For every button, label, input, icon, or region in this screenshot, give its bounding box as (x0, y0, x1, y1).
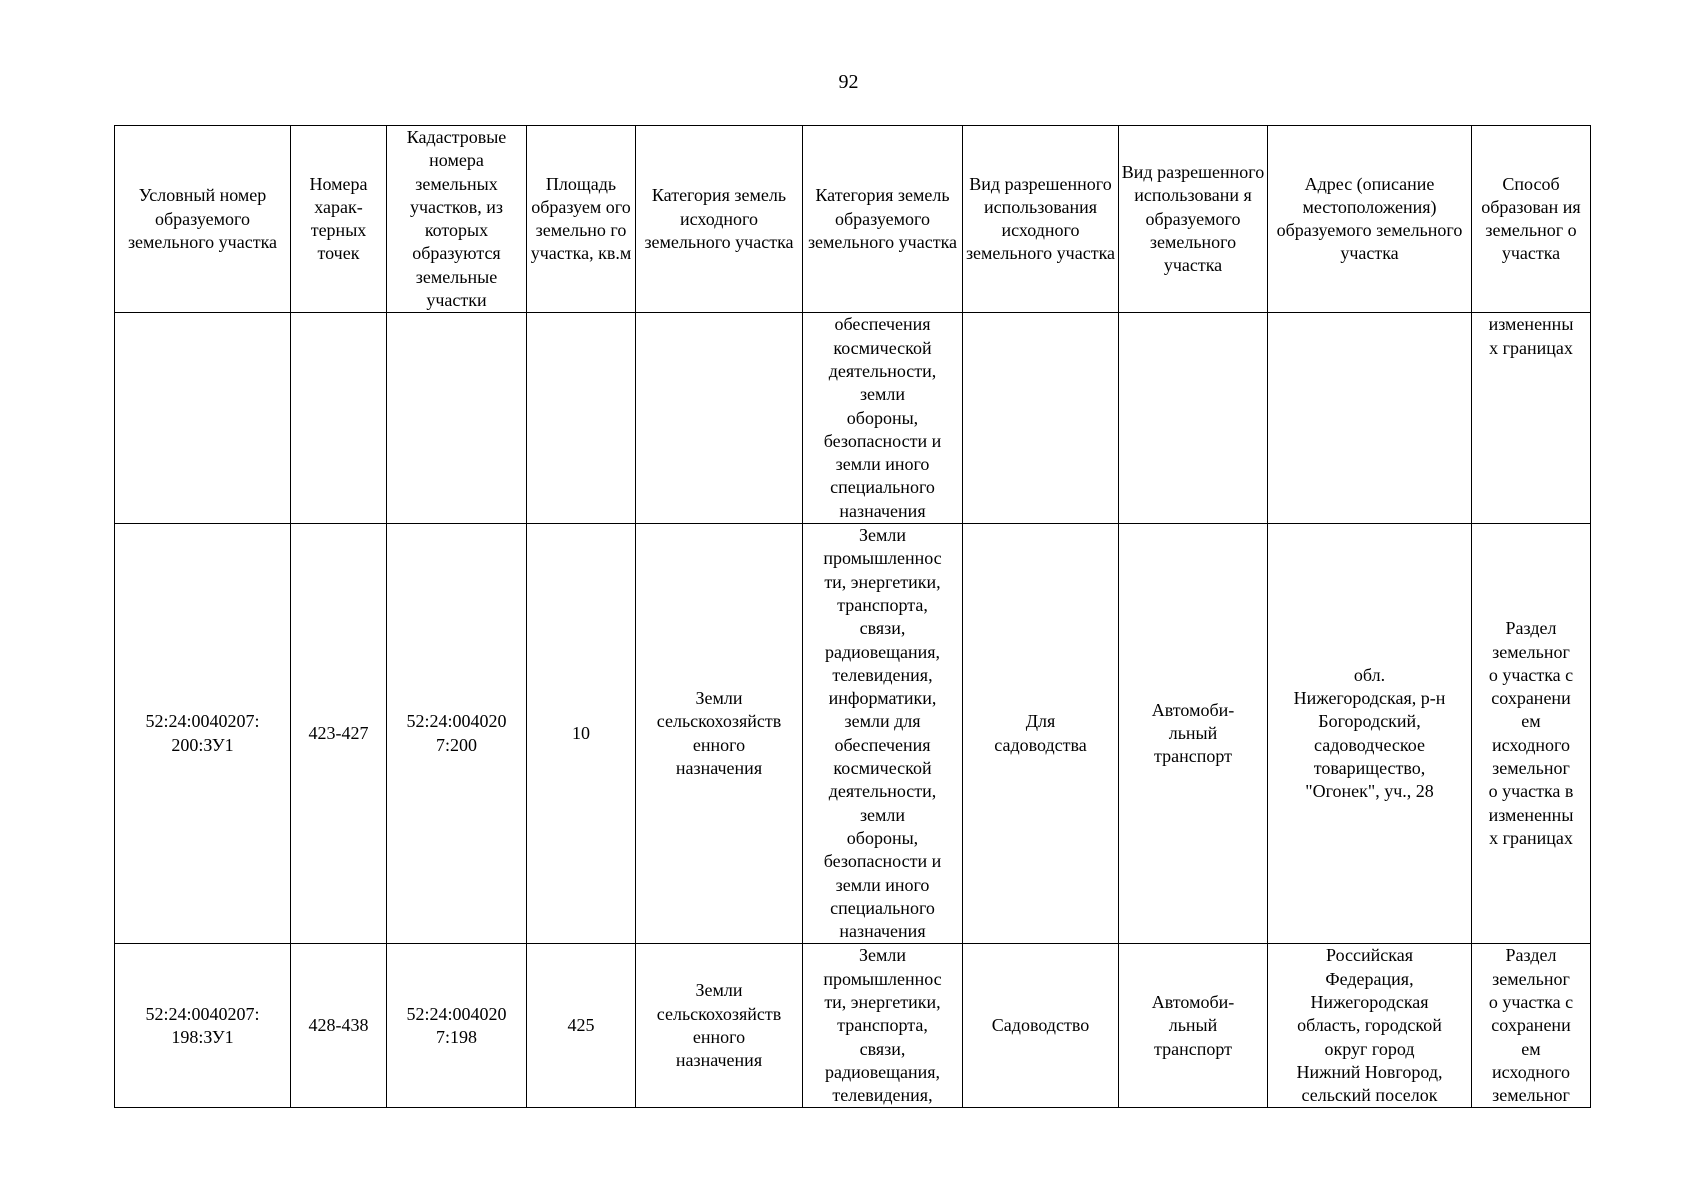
header-formation-method: Способ образован ия земельног о участка (1472, 126, 1591, 313)
cell-point-numbers (291, 313, 387, 524)
table-header-row (115, 126, 1591, 313)
cell-new-permitted-use: Автомоби- льный транспорт (1119, 944, 1268, 1108)
cell-new-land-category: Земли промышленнос ти, энергетики, транспорта, связи, радиовещания, телевидения, информатики, земли для обеспечения космической деятельности, земли обороны, безопасности и земли иного специального назначения (803, 524, 963, 944)
cell-address: Российская Федерация, Нижегородская область, городской округ город Нижний Новгород, сельский поселок (1268, 944, 1472, 1108)
cell-new-permitted-use (1119, 313, 1268, 524)
cell-cadastral-numbers (387, 313, 527, 524)
header-new-permitted-use: Вид разрешенного использовани я образуемого земельного участка (1119, 126, 1268, 313)
cell-new-land-category: Земли промышленнос ти, энергетики, транспорта, связи, радиовещания, телевидения, (803, 944, 963, 1108)
header-point-numbers: Номера харак-терных точек (291, 126, 387, 313)
cell-source-land-category: Земли сельскохозяйств енного назначения (636, 944, 803, 1108)
cell-cadastral-numbers: 52:24:004020 7:200 (387, 524, 527, 944)
cell-source-permitted-use (963, 313, 1119, 524)
header-area: Площадь образуем ого земельно го участка, кв.м (527, 126, 636, 313)
cell-plot-number (115, 313, 291, 524)
cell-area: 10 (527, 524, 636, 944)
cell-plot-number: 52:24:0040207: 198:ЗУ1 (115, 944, 291, 1108)
cell-point-numbers: 423-427 (291, 524, 387, 944)
cell-source-permitted-use: Для садоводства (963, 524, 1119, 944)
cell-source-land-category: Земли сельскохозяйств енного назначения (636, 524, 803, 944)
cell-new-permitted-use: Автомоби- льный транспорт (1119, 524, 1268, 944)
header-new-land-category: Категория земель образуемого земельного участка (803, 126, 963, 313)
header-cadastral-numbers: Кадастровые номера земельных участков, из которых образуются земельные участки (387, 126, 527, 313)
header-source-land-category: Категория земель исходного земельного участка (636, 126, 803, 313)
cell-new-land-category: обеспечения космической деятельности, земли обороны, безопасности и земли иного специального назначения (803, 313, 963, 524)
cell-cadastral-numbers: 52:24:004020 7:198 (387, 944, 527, 1108)
cell-point-numbers: 428-438 (291, 944, 387, 1108)
page-number: 92 (838, 71, 859, 93)
table-row (115, 944, 1591, 1108)
cell-formation-method: Раздел земельног о участка с сохранени ем исходного земельног (1472, 944, 1591, 1108)
cell-source-land-category (636, 313, 803, 524)
header-source-permitted-use: Вид разрешенного использования исходного земельного участка (963, 126, 1119, 313)
cell-address (1268, 313, 1472, 524)
header-plot-number: Условный номер образуемого земельного участка (115, 126, 291, 313)
cell-plot-number: 52:24:0040207: 200:ЗУ1 (115, 524, 291, 944)
header-address: Адрес (описание местоположения) образуемого земельного участка (1268, 126, 1472, 313)
table-row (115, 313, 1591, 524)
cell-formation-method: измененны х границах (1472, 313, 1591, 524)
land-plots-table (114, 125, 1591, 1108)
cell-address: обл. Нижегородская, р-н Богородский, садоводческое товарищество, "Огонек", уч., 28 (1268, 524, 1472, 944)
cell-area: 425 (527, 944, 636, 1108)
cell-area (527, 313, 636, 524)
table-row (115, 524, 1591, 944)
cell-formation-method: Раздел земельног о участка с сохранени ем исходного земельног о участка в измененны х границах (1472, 524, 1591, 944)
cell-source-permitted-use: Садоводство (963, 944, 1119, 1108)
